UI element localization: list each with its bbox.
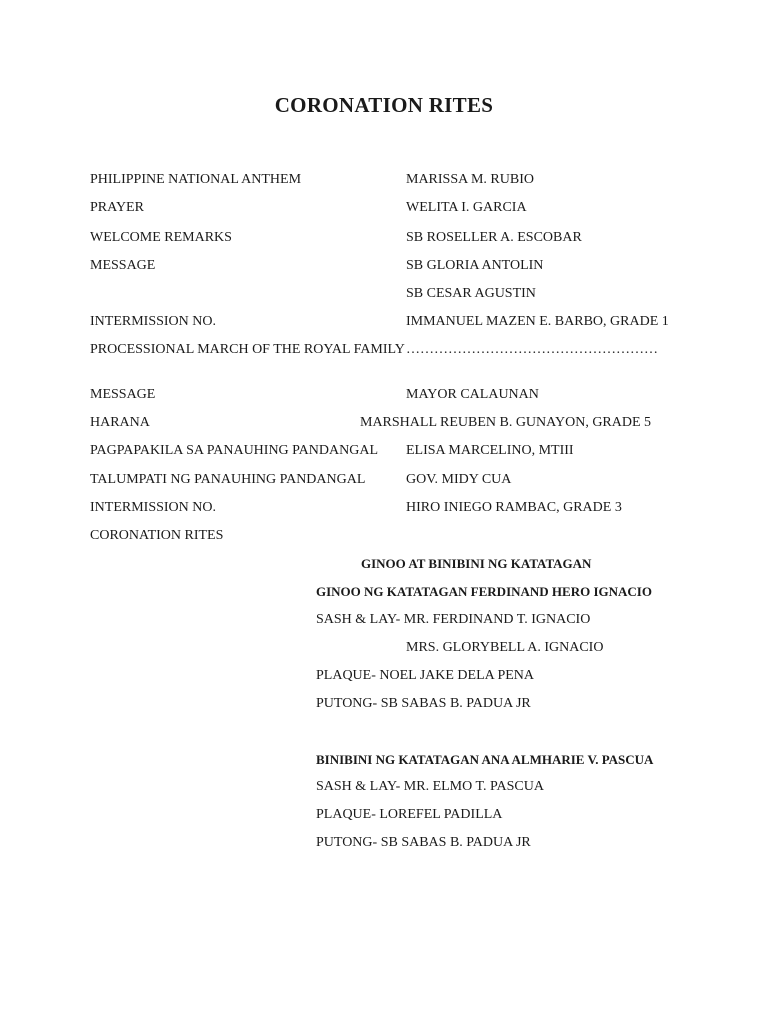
program-person: MARSHALL REUBEN B. GUNAYON, GRADE 5 — [360, 415, 652, 430]
program-part: TALUMPATI NG PANAUHING PANDANGAL — [90, 472, 366, 487]
program-part: PRAYER — [90, 200, 144, 215]
program-part: CORONATION RITES — [90, 528, 224, 543]
program-person: MARISSA M. RUBIO — [406, 172, 534, 187]
program-person: GOV. MIDY CUA — [406, 472, 512, 487]
program-part: INTERMISSION NO. — [90, 500, 216, 515]
program-part: HARANA — [90, 415, 150, 430]
binibini-putong: PUTONG- SB SABAS B. PADUA JR — [316, 835, 531, 850]
program-person: SB ROSELLER A. ESCOBAR — [406, 230, 582, 245]
program-person: HIRO INIEGO RAMBAC, GRADE 3 — [406, 500, 622, 515]
program-part: MESSAGE — [90, 258, 156, 273]
binibini-plaque: PLAQUE- LOREFEL PADILLA — [316, 807, 503, 822]
program-person: WELITA I. GARCIA — [406, 200, 527, 215]
program-part: PAGPAPAKILA SA PANAUHING PANDANGAL — [90, 443, 378, 458]
program-part: INTERMISSION NO. — [90, 314, 216, 329]
program-person: MAYOR CALAUNAN — [406, 387, 539, 402]
ginoo-plaque: PLAQUE- NOEL JAKE DELA PENA — [316, 668, 535, 683]
program-person: SB GLORIA ANTOLIN — [406, 258, 544, 273]
program-person: ELISA MARCELINO, MTIII — [406, 443, 574, 458]
program-part: PHILIPPINE NATIONAL ANTHEM — [90, 172, 302, 187]
ginoo-sash: SASH & LAY- MR. FERDINAND T. IGNACIO — [316, 612, 591, 627]
ginoo-sash-2: MRS. GLORYBELL A. IGNACIO — [406, 640, 604, 655]
program-person: SB CESAR AGUSTIN — [406, 286, 536, 301]
ginoo-putong: PUTONG- SB SABAS B. PADUA JR — [316, 696, 531, 711]
coronation-heading: GINOO AT BINIBINI NG KATATAGAN — [361, 556, 592, 571]
program-person: IMMANUEL MAZEN E. BARBO, GRADE 1 — [406, 314, 669, 329]
ginoo-title: GINOO NG KATATAGAN FERDINAND HERO IGNACIO — [316, 584, 652, 599]
program-part: MESSAGE — [90, 387, 156, 402]
program-person: ……………………………………………… — [406, 342, 658, 357]
binibini-sash: SASH & LAY- MR. ELMO T. PASCUA — [316, 779, 544, 794]
program-part: WELCOME REMARKS — [90, 230, 232, 245]
page-title: CORONATION RITES — [274, 93, 494, 117]
program-part: PROCESSIONAL MARCH OF THE ROYAL FAMILY — [90, 342, 405, 357]
binibini-title: BINIBINI NG KATATAGAN ANA ALMHARIE V. PASCUA — [316, 752, 654, 767]
